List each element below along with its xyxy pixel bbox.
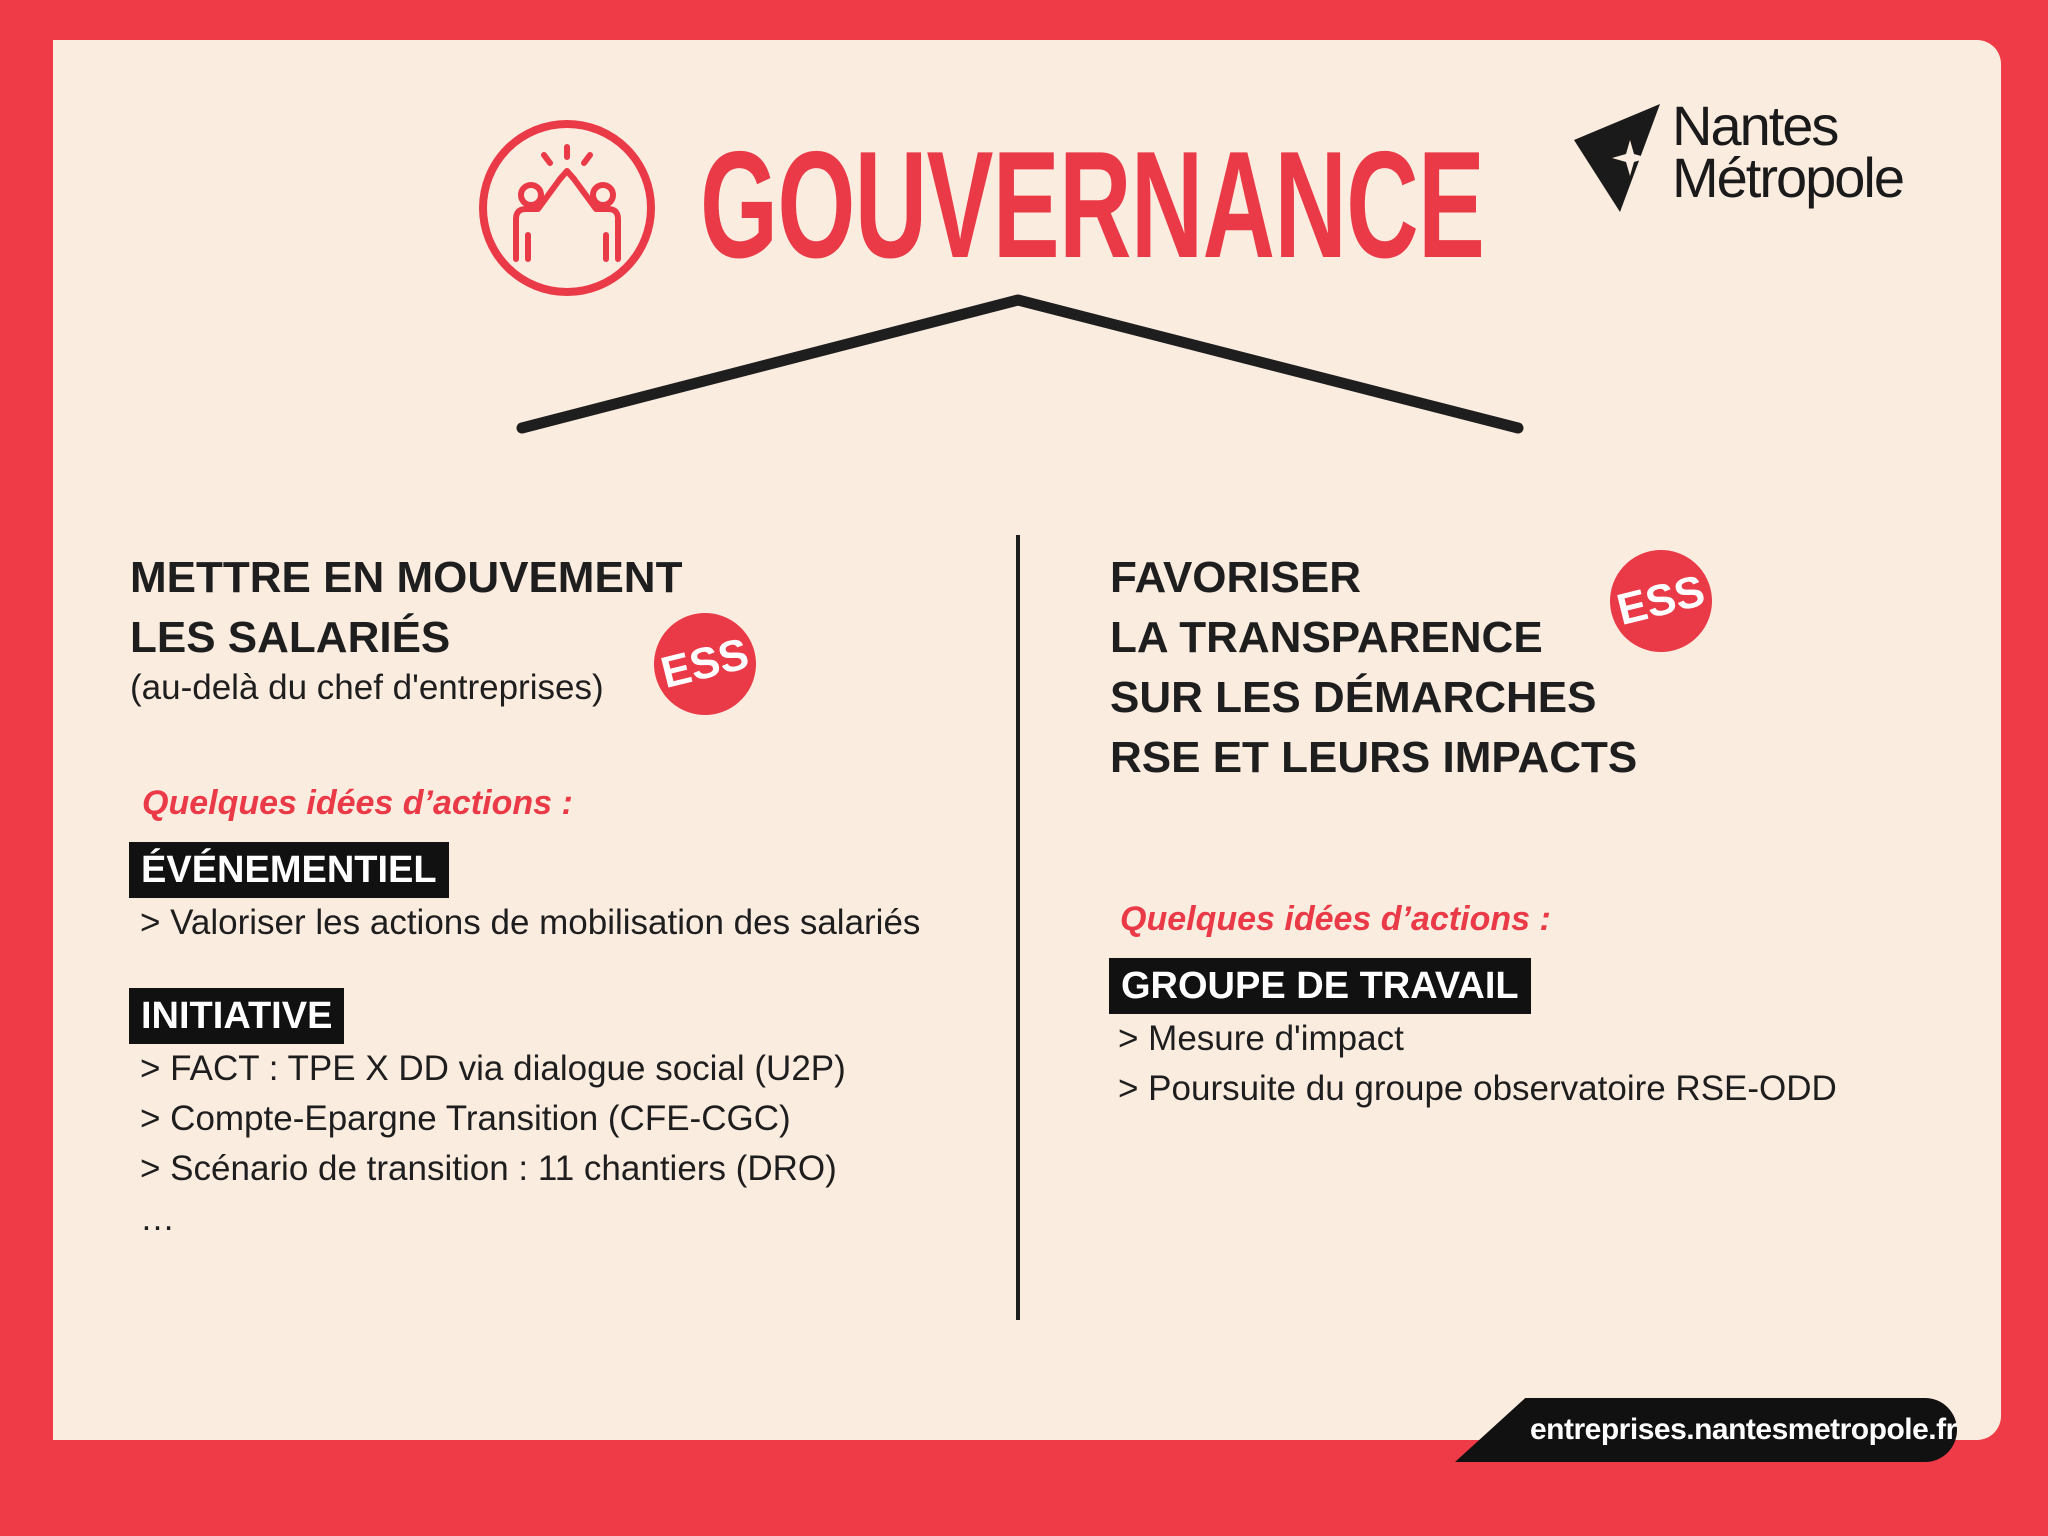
logo-line1: Nantes xyxy=(1672,94,1838,157)
footer-url-link[interactable]: entreprises.nantesmetropole.fr xyxy=(1530,1413,1957,1446)
high-five-icon xyxy=(476,117,658,299)
star-logo-icon xyxy=(1572,100,1672,220)
right-title xyxy=(1110,548,1637,788)
list-groupe-de-travail xyxy=(1118,1014,1837,1114)
left-ideas-label: Quelques idées d’actions : xyxy=(142,784,573,822)
left-title-line1: METTRE EN MOUVEMENT xyxy=(130,553,683,602)
list-item: > Scénario de transition : 11 chantiers (DRO) xyxy=(140,1149,837,1188)
logo-line2: Métropole xyxy=(1672,146,1904,209)
ess-badge-left: ESS xyxy=(643,602,767,726)
right-title-line4: RSE ET LEURS IMPACTS xyxy=(1110,733,1638,782)
nantes-metropole-logo xyxy=(1572,94,1952,220)
page-title: GOUVERNANCE xyxy=(700,120,1485,290)
right-title-line3: SUR LES DÉMARCHES xyxy=(1110,673,1597,722)
tag-initiative: INITIATIVE xyxy=(129,988,344,1044)
column-divider xyxy=(1016,535,1020,1320)
left-title xyxy=(130,548,682,668)
list-evenementiel xyxy=(140,898,920,948)
list-item: > Compte-Epargne Transition (CFE-CGC) xyxy=(140,1099,791,1138)
right-title-line1: FAVORISER xyxy=(1110,553,1362,602)
tag-groupe-de-travail: GROUPE DE TRAVAIL xyxy=(1109,958,1531,1014)
right-ideas-label: Quelques idées d’actions : xyxy=(1120,900,1551,938)
list-initiative xyxy=(140,1044,846,1244)
list-item: > Mesure d'impact xyxy=(1118,1019,1404,1058)
list-item: > Valoriser les actions de mobilisation des salariés xyxy=(140,903,921,942)
roof-line xyxy=(510,290,1530,440)
list-item: … xyxy=(140,1199,175,1238)
tag-evenementiel: ÉVÉNEMENTIEL xyxy=(129,842,449,898)
ess-badge-right: ESS xyxy=(1599,539,1723,663)
list-item: > Poursuite du groupe observatoire RSE-ODD xyxy=(1118,1069,1837,1108)
list-item: > FACT : TPE X DD via dialogue social (U2P) xyxy=(140,1049,846,1088)
right-title-line2: LA TRANSPARENCE xyxy=(1110,613,1543,662)
left-title-line2: LES SALARIÉS xyxy=(130,613,451,662)
left-subtitle: (au-delà du chef d'entreprises) xyxy=(130,668,604,707)
